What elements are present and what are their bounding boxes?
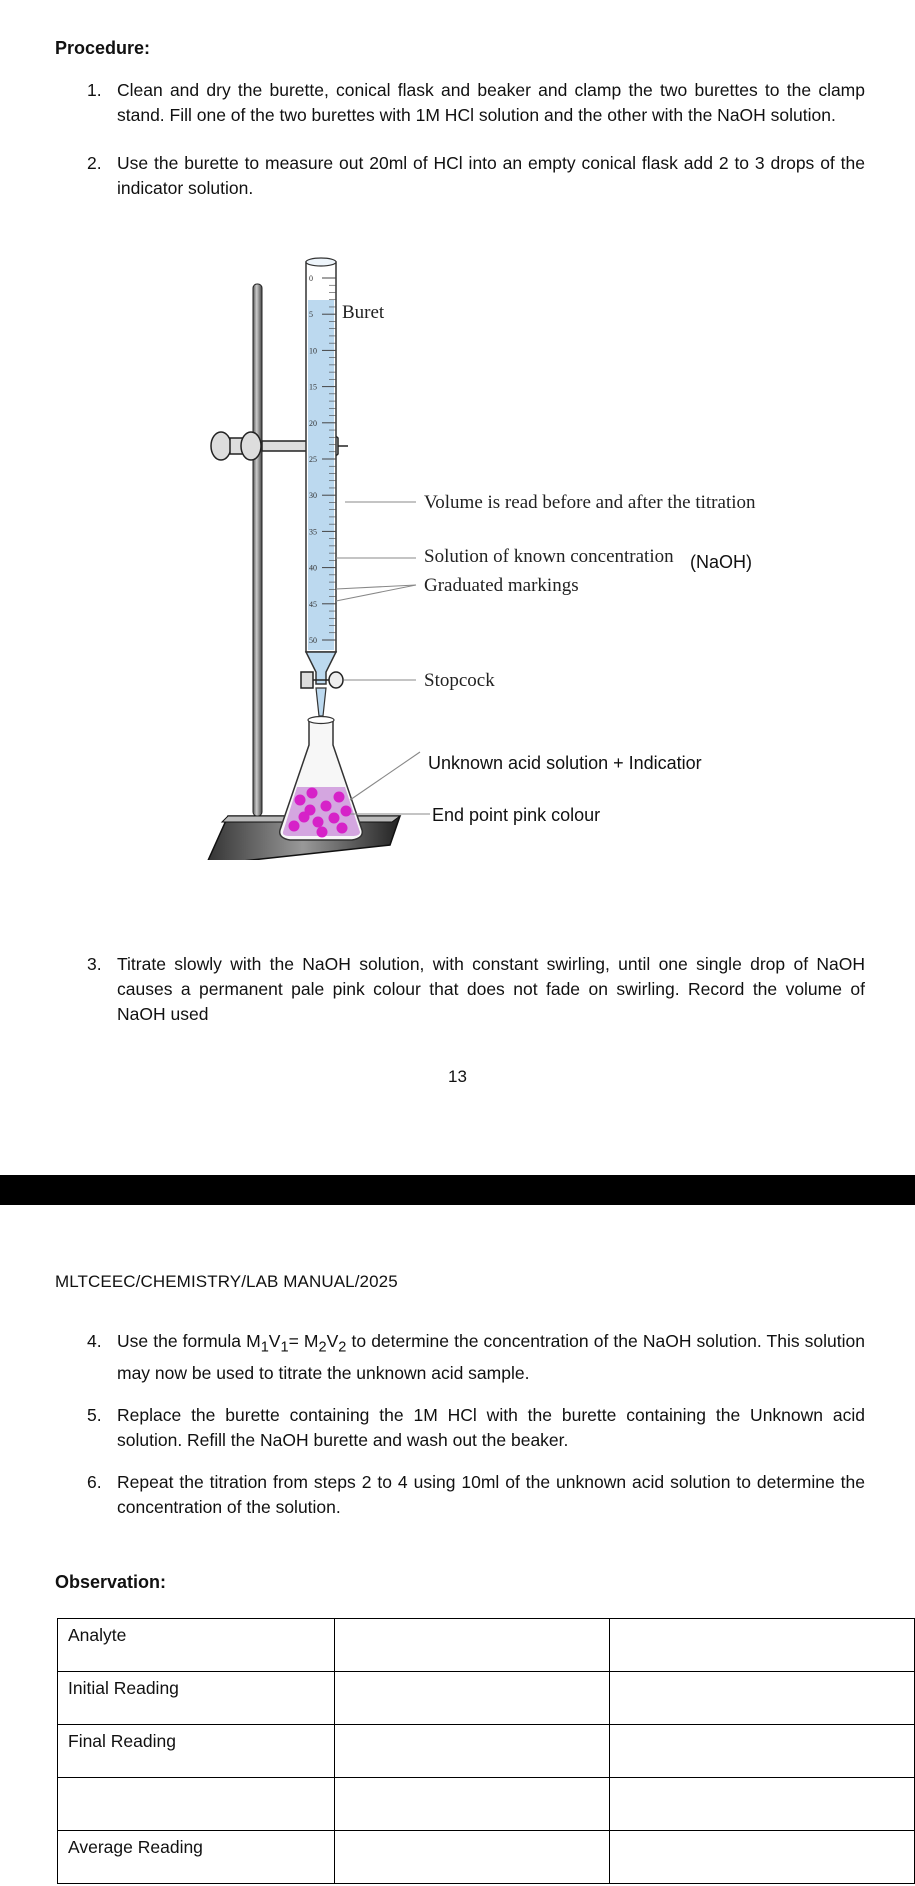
- step-text: Repeat the titration from steps 2 to 4 using 10ml of the unknown acid solution to determine the concentration of the solution.: [117, 1471, 865, 1517]
- unknown-acid-label: Unknown acid solution + Indicatior: [428, 753, 702, 773]
- pink-blob: [307, 788, 318, 799]
- page-divider: [0, 1175, 915, 1205]
- naoh-label: (NaOH): [690, 552, 752, 572]
- label-leaders: [336, 502, 430, 814]
- row-label: Final Reading: [58, 1725, 335, 1778]
- stopcock-label: Stopcock: [424, 670, 495, 691]
- step-text: Use the formula $M_1V_1= M_2V_2$ to determine the concentration of the NaOH solution. This solution may now be used to titrate the unknown acid sample.: [117, 1331, 865, 1383]
- table-cell[interactable]: [609, 1725, 914, 1778]
- table-row: [58, 1619, 915, 1672]
- table-row: [58, 1725, 915, 1778]
- step-number: 6.: [87, 1471, 102, 1492]
- pink-blob: [317, 827, 328, 838]
- scale-label: 25: [309, 455, 317, 464]
- scale-label: 15: [309, 382, 317, 392]
- scale-label: 45: [309, 599, 317, 609]
- procedure-heading: Procedure:: [55, 38, 151, 58]
- step-text: Clean and dry the burette, conical flask and beaker and clamp the two burettes to the clamp stand. Fill one of the two burettes with 1M HCl solution and the other with the NaOH solution.: [117, 80, 865, 125]
- pink-blob: [321, 801, 332, 812]
- list-item: [55, 78, 865, 128]
- list-item: [55, 1329, 865, 1386]
- step-number: 5.: [87, 1404, 102, 1425]
- endpoint-label: End point pink colour: [432, 805, 601, 825]
- scale-label: 35: [309, 527, 317, 537]
- list-item: [55, 1470, 865, 1520]
- procedure-steps: [55, 78, 865, 201]
- table-row: [58, 1831, 915, 1884]
- table-cell[interactable]: [334, 1831, 609, 1884]
- pink-blob: [334, 792, 345, 803]
- list-item: [55, 151, 865, 201]
- table-cell[interactable]: [609, 1672, 914, 1725]
- step-number: 3.: [87, 954, 102, 974]
- scale-label: 10: [309, 346, 317, 356]
- graduated-label: Graduated markings: [424, 575, 579, 596]
- table-cell[interactable]: [609, 1831, 914, 1884]
- scale-label: 30: [309, 491, 317, 501]
- manual-code: MLTCEEC/CHEMISTRY/LAB MANUAL/2025: [55, 1272, 398, 1291]
- row-label: [58, 1778, 335, 1831]
- pink-blob: [289, 821, 300, 832]
- table-cell[interactable]: [609, 1619, 914, 1672]
- page-number: 13: [448, 1067, 467, 1086]
- row-label: Average Reading: [58, 1831, 335, 1884]
- volume-label: Volume is read before and after the titration: [424, 492, 756, 513]
- pink-blob: [305, 805, 316, 816]
- pink-blob: [313, 817, 324, 828]
- scale-label: 40: [309, 563, 317, 573]
- table-cell[interactable]: [334, 1725, 609, 1778]
- pink-blob: [341, 806, 352, 817]
- pink-blob: [337, 823, 348, 834]
- procedure-steps-continued: [55, 1329, 865, 1520]
- scale-label: 20: [309, 418, 317, 428]
- step-number: 4.: [87, 1331, 102, 1351]
- titration-diagram: [0, 240, 915, 860]
- row-label: Initial Reading: [58, 1672, 335, 1725]
- scale-label: 5: [309, 310, 313, 320]
- observation-heading: Observation:: [55, 1572, 167, 1592]
- scale-label: 0: [309, 274, 313, 283]
- table-cell[interactable]: [334, 1672, 609, 1725]
- solution-label: Solution of known concentration: [424, 546, 674, 567]
- list-item: [55, 952, 865, 1027]
- table-row: [58, 1672, 915, 1725]
- step-text: Titrate slowly with the NaOH solution, with constant swirling, until one single drop of NaOH causes a permanent pale pink colour that does not fade on swirling. Record the volume of NaOH used: [117, 954, 865, 1024]
- pink-blob: [329, 813, 340, 824]
- list-item: [55, 1403, 865, 1453]
- scale-label: 50: [309, 636, 317, 645]
- step-text: Replace the burette containing the 1M HCl with the burette containing the Unknown acid solution. Refill the NaOH burette and wash out the beaker.: [117, 1404, 865, 1450]
- table-cell[interactable]: [334, 1619, 609, 1672]
- step-text: Use the burette to measure out 20ml of HCl into an empty conical flask add 2 to 3 drops of the indicator solution.: [117, 153, 865, 198]
- buret-label: Buret: [342, 302, 385, 323]
- step-number: 2.: [87, 153, 102, 173]
- observation-table: [57, 1618, 915, 1884]
- table-cell[interactable]: [334, 1778, 609, 1831]
- row-label: Analyte: [58, 1619, 335, 1672]
- table-cell[interactable]: [609, 1778, 914, 1831]
- stand-rod: [253, 284, 262, 816]
- procedure-step-3: [55, 952, 865, 1027]
- step-number: 1.: [87, 80, 102, 100]
- table-row: [58, 1778, 915, 1831]
- pink-blob: [295, 795, 306, 806]
